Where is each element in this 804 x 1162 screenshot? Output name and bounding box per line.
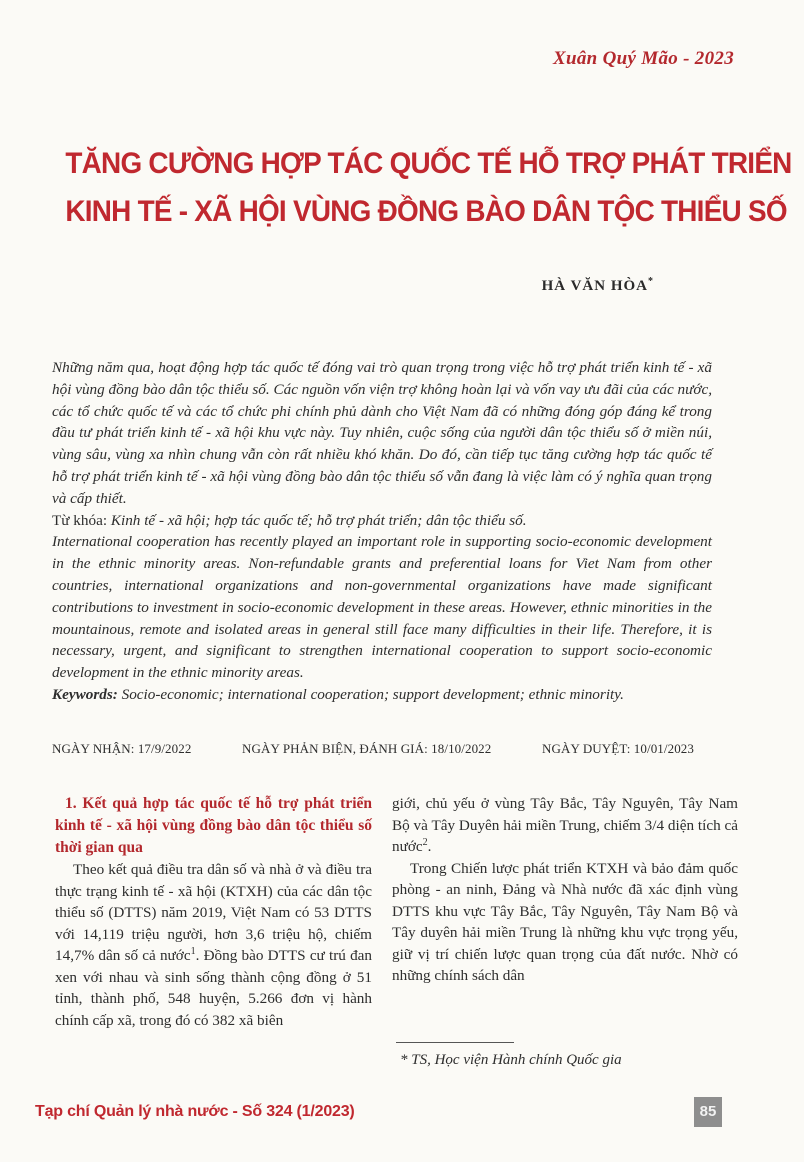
date-approved: NGÀY DUYỆT: 10/01/2023	[542, 741, 695, 756]
body-text: . Đồng bào DTTS cư trú đan xen với nhau và sinh sống thành cộng đồng ở 51 tỉnh, thành phố, 548 huyện, 5.266 đơn vị hành chính cấp xã, trong đó có 382 xã biên	[55, 947, 372, 1029]
keywords-vi-text: Kinh tế - xã hội; hợp tác quốc tế; hỗ trợ phát triển; dân tộc thiểu số.	[110, 511, 527, 529]
section-heading: 1. Kết quả hợp tác quốc tế hỗ trợ phát triển kinh tế - xã hội vùng đồng bào dân tộc thiểu số thời gian qua	[55, 795, 372, 856]
abstract	[52, 357, 712, 706]
body-paragraph-2: Trong Chiến lược phát triển KTXH và bảo đảm quốc phòng - an ninh, Đảng và Nhà nước đã xác định vùng DTTS khu vực Tây Bắc, Tây Nguyên, Tây Nam Bộ và Tây duyên hải miền Trung là những khu vực trọng yếu, giữ vị trí chiến lược quan trọng của đất nước. Nhờ có những chính sách dân	[392, 859, 738, 984]
keywords-en-label: Keywords:	[52, 685, 118, 703]
footnote-divider	[396, 1042, 514, 1043]
author-footnote: * TS, Học viện Hành chính Quốc gia	[400, 1052, 622, 1068]
author	[542, 276, 654, 295]
title-line-2: KINH TẾ - XÃ HỘI VÙNG ĐỒNG BÀO DÂN TỘC THIỂU SỐ	[65, 195, 787, 228]
abstract-english: International cooperation has recently played an important role in supporting socio-economic development in the ethnic minority areas. Non-refundable grants and preferential loans for Viet Nam from other countries, international organizations and non-governmental organizations have made significant contributions to investment in socio-economic development in these areas. However, ethnic minorities in the mountainous, remote and isolated areas in general still face many difficulties in their life. Therefore, it is necessary, urgent, and significant to strengthen international cooperation to support socio-economic development in the ethnic minority areas.	[52, 533, 712, 682]
footnote-ref-1: 1	[190, 945, 196, 957]
running-head: Xuân Quý Mão - 2023	[553, 48, 734, 69]
abstract-vietnamese: Những năm qua, hoạt động hợp tác quốc tế đóng vai trò quan trọng trong việc hỗ trợ phát triển kinh tế - xã hội vùng đồng bào dân tộc thiểu số. Các nguồn vốn viện trợ không hoàn lại và vốn vay ưu đãi của các nước, các tổ chức quốc tế và các tổ chức phi chính phủ dành cho Việt Nam đã có những đóng góp đáng kể trong đầu tư phát triển kinh tế - xã hội khu vực này. Tuy nhiên, cuộc sống của người dân tộc thiểu số ở miền núi, vùng sâu, vùng xa nhìn chung vẫn còn rất nhiều khó khăn. Do đó, cần tiếp tục tăng cường hợp tác quốc tế hỗ trợ phát triển kinh tế - xã hội vùng đồng bào dân tộc thiểu số vẫn đang là việc làm có ý nghĩa quan trọng và cấp thiết.	[52, 359, 712, 507]
footnote-ref-2: 2	[422, 836, 428, 848]
journal-footer: Tạp chí Quản lý nhà nước - Số 324 (1/2023)	[35, 1103, 355, 1120]
body-column-right	[392, 793, 738, 987]
body-text: giới, chủ yếu ở vùng Tây Bắc, Tây Nguyên, Tây Nam Bộ và Tây Duyên hải miền Trung, chiếm 3/4 diện tích cả nước	[392, 795, 738, 855]
author-name: HÀ VĂN HÒA	[541, 278, 648, 294]
article-title	[65, 140, 792, 236]
date-received: NGÀY NHẬN: 17/9/2022	[52, 741, 192, 756]
keywords-en-text: Socio-economic; international cooperation; support development; ethnic minority.	[121, 685, 624, 703]
title-line-1: TĂNG CƯỜNG HỢP TÁC QUỐC TẾ HỖ TRỢ PHÁT TRIỂN	[65, 147, 792, 180]
keywords-vi-label: Từ khóa:	[52, 511, 108, 529]
keywords-english	[52, 684, 712, 706]
body-text: .	[427, 838, 432, 855]
body-column-left	[55, 793, 372, 1031]
body-text: Theo kết quả điều tra dân số và nhà ở và điều tra thực trạng kinh tế - xã hội (KTXH) của các dân tộc thiểu số (DTTS) năm 2019, Việt Nam có 53 DTTS với 14,119 triệu người, hơn 3,6 triệu hộ, chiếm 14,7% dân số cả nước	[55, 861, 372, 964]
date-reviewed: NGÀY PHẢN BIỆN, ĐÁNH GIÁ: 18/10/2022	[242, 741, 492, 756]
keywords-vietnamese	[52, 510, 712, 532]
body-paragraph-1-continued	[392, 793, 738, 858]
body-paragraph-1	[55, 859, 372, 1031]
page-number: 85	[694, 1097, 722, 1127]
author-footnote-mark: *	[648, 276, 654, 287]
